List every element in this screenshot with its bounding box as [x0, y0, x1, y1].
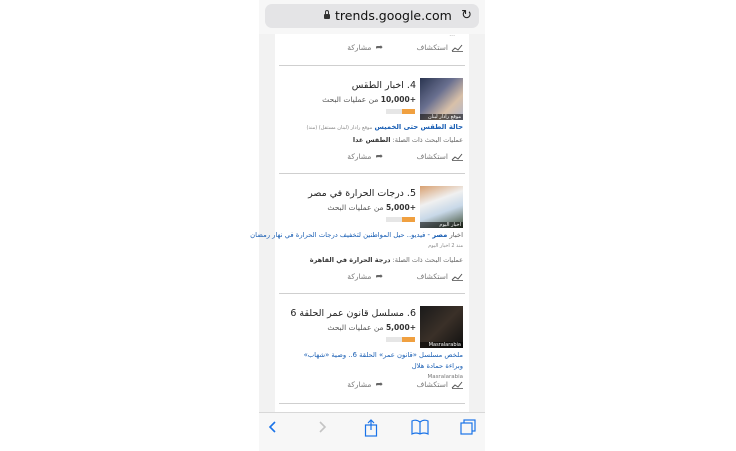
- trend-chart-icon: [452, 381, 463, 389]
- trend-title[interactable]: 4. اخبار الطقس: [351, 80, 416, 91]
- item-actions: [275, 272, 469, 286]
- trend-chart-icon: [452, 273, 463, 281]
- news-link[interactable]: حالة الطقس حتى الخميس موقع رادار (لبنان مستقل) (منذ): [306, 123, 463, 131]
- item-actions: [275, 152, 469, 166]
- news-source: Masralarabia: [427, 374, 463, 380]
- share-arrow-icon: ➦: [375, 272, 383, 282]
- share-button[interactable]: ➦مشاركة: [347, 272, 383, 282]
- url-text[interactable]: trends.google.com: [335, 8, 452, 23]
- news-thumbnail[interactable]: اخبار اليوم: [420, 186, 463, 228]
- trend-chart-icon: [452, 153, 463, 161]
- explore-button[interactable]: استكشاف: [416, 152, 463, 161]
- news-thumbnail[interactable]: Masralarabia: [420, 306, 463, 348]
- traffic-bar: [386, 337, 415, 342]
- item-actions: [275, 43, 469, 57]
- share-arrow-icon: ➦: [375, 152, 383, 162]
- item-actions: [275, 380, 469, 394]
- trends-content: [250, 31, 469, 412]
- traffic-bar: [386, 217, 415, 222]
- chevron-left-icon[interactable]: [268, 419, 278, 439]
- address-bar[interactable]: [265, 4, 479, 28]
- news-thumbnail[interactable]: موقع رادار لبنان: [420, 78, 463, 120]
- search-count: +10,000 من عمليات البحث: [322, 95, 416, 104]
- news-link[interactable]: ملخص مسلسل «قانون عمر» الحلقة 6.. وصية «شهاب» وبراءة حمادة هلال: [303, 351, 463, 370]
- share-button[interactable]: ➦مشاركة: [347, 43, 383, 53]
- divider: [279, 293, 465, 294]
- browser-toolbar: [259, 412, 485, 451]
- browser-header: [259, 0, 485, 34]
- share-button[interactable]: ➦مشاركة: [347, 380, 383, 390]
- trend-title[interactable]: 5. درجات الحرارة في مصر: [308, 188, 416, 199]
- related-searches: عمليات البحث ذات الصلة: درجة الحرارة في القاهرة: [309, 256, 463, 264]
- tabs-icon[interactable]: [460, 419, 476, 439]
- explore-button[interactable]: استكشاف: [416, 272, 463, 281]
- divider: [279, 173, 465, 174]
- explore-button[interactable]: استكشاف: [416, 43, 463, 52]
- trend-title[interactable]: 6. مسلسل قانون عمر الحلقة 6: [290, 308, 416, 319]
- bookmarks-icon[interactable]: [411, 419, 429, 439]
- news-link[interactable]: اخبار مصر - فيديو.. حيل المواطنين لتخفيف درجات الحرارة في نهار رمضان منذ 2 اخبار اليوم: [250, 231, 463, 249]
- search-count: +5,000 من عمليات البحث: [327, 323, 416, 332]
- phone-screen: [250, 0, 485, 450]
- share-arrow-icon: ➦: [375, 43, 383, 53]
- share-button[interactable]: ➦مشاركة: [347, 152, 383, 162]
- partial-text: ...: [449, 31, 455, 38]
- explore-button[interactable]: استكشاف: [416, 380, 463, 389]
- share-arrow-icon: ➦: [375, 380, 383, 390]
- divider: [279, 65, 465, 66]
- divider: [279, 403, 465, 404]
- trend-chart-icon: [452, 44, 463, 52]
- search-count: +5,000 من عمليات البحث: [327, 203, 416, 212]
- related-link[interactable]: درجة الحرارة في القاهرة: [309, 256, 391, 264]
- share-icon[interactable]: [364, 419, 378, 441]
- traffic-bar: [386, 109, 415, 114]
- chevron-right-icon[interactable]: [317, 419, 327, 439]
- reload-icon[interactable]: ↻: [461, 8, 472, 23]
- lock-icon: [324, 14, 330, 19]
- related-searches: عمليات البحث ذات الصلة: الطقس غدا: [352, 136, 463, 144]
- related-link[interactable]: الطقس غدا: [352, 136, 391, 144]
